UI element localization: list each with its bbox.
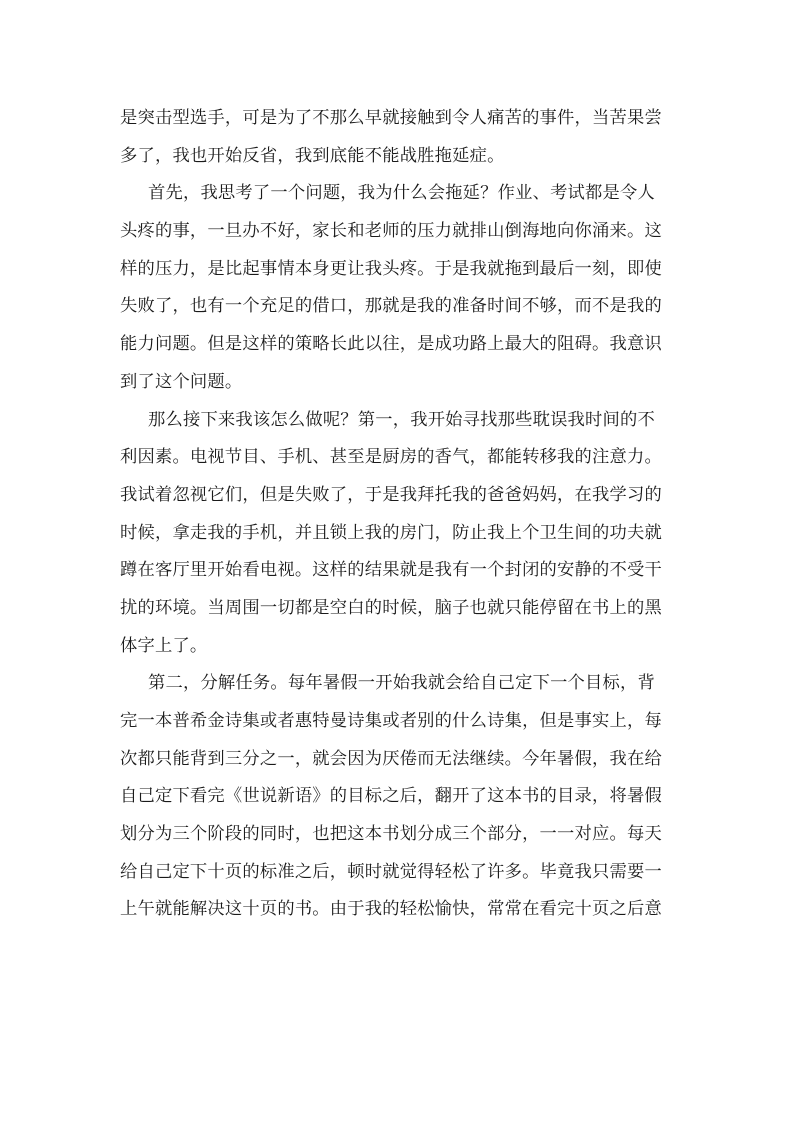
text-line: 划分为三个阶段的同时，也把这本书划分成三个部分，一一对应。每天: [120, 824, 662, 845]
text-line: 给自己定下十页的标准之后，顿时就觉得轻松了许多。毕竟我只需要一: [120, 861, 662, 882]
text-line: 能力问题。但是这样的策略长此以往，是成功路上最大的阻碍。我意识: [120, 334, 662, 355]
text-line: 首先，我思考了一个问题，我为什么会拖延？作业、考试都是令人: [148, 183, 655, 204]
text-line: 我试着忽视它们，但是失败了，于是我拜托我的爸爸妈妈，在我学习的: [120, 484, 662, 505]
text-line: 是突击型选手，可是为了不那么早就接触到令人痛苦的事件，当苦果尝: [120, 108, 662, 128]
text-line: 到了这个问题。: [120, 371, 243, 392]
text-line: 利因素。电视节目、手机、甚至是厨房的香气，都能转移我的注意力。: [120, 447, 662, 468]
text-line: 时候，拿走我的手机，并且锁上我的房门，防止我上个卫生间的功夫就: [120, 522, 662, 543]
text-line: 自己定下看完《世说新语》的目标之后，翻开了这本书的目录，将暑假: [120, 786, 662, 807]
text-line: 扰的环境。当周围一切都是空白的时候，脑子也就只能停留在书上的黑: [120, 597, 662, 618]
text-line: 样的压力，是比起事情本身更让我头疼。于是我就拖到最后一刻，即使: [120, 258, 662, 279]
text-line: 次都只能背到三分之一，就会因为厌倦而无法继续。今年暑假，我在给: [120, 748, 662, 769]
text-line: 那么接下来我该怎么做呢？第一，我开始寻找那些耽误我时间的不: [148, 409, 655, 430]
text-line: 失败了，也有一个充足的借口，那就是我的准备时间不够，而不是我的: [120, 296, 662, 317]
body-text: [120, 100, 676, 929]
text-line: 多了，我也开始反省，我到底能不能战胜拖延症。: [120, 145, 505, 166]
text-line: 体字上了。: [120, 635, 208, 656]
text-line: 蹲在客厅里开始看电视。这样的结果就是我有一个封闭的安静的不受干: [120, 560, 662, 581]
text-line: 头疼的事，一旦办不好，家长和老师的压力就排山倒海地向你涌来。这: [120, 221, 662, 242]
text-line: 完一本普希金诗集或者惠特曼诗集或者别的什么诗集，但是事实上，每: [120, 711, 662, 731]
text-line: 第二，分解任务。每年暑假一开始我就会给自己定下一个目标，背: [148, 673, 655, 694]
text-line: 上午就能解决这十页的书。由于我的轻松愉快，常常在看完十页之后意: [120, 899, 662, 920]
